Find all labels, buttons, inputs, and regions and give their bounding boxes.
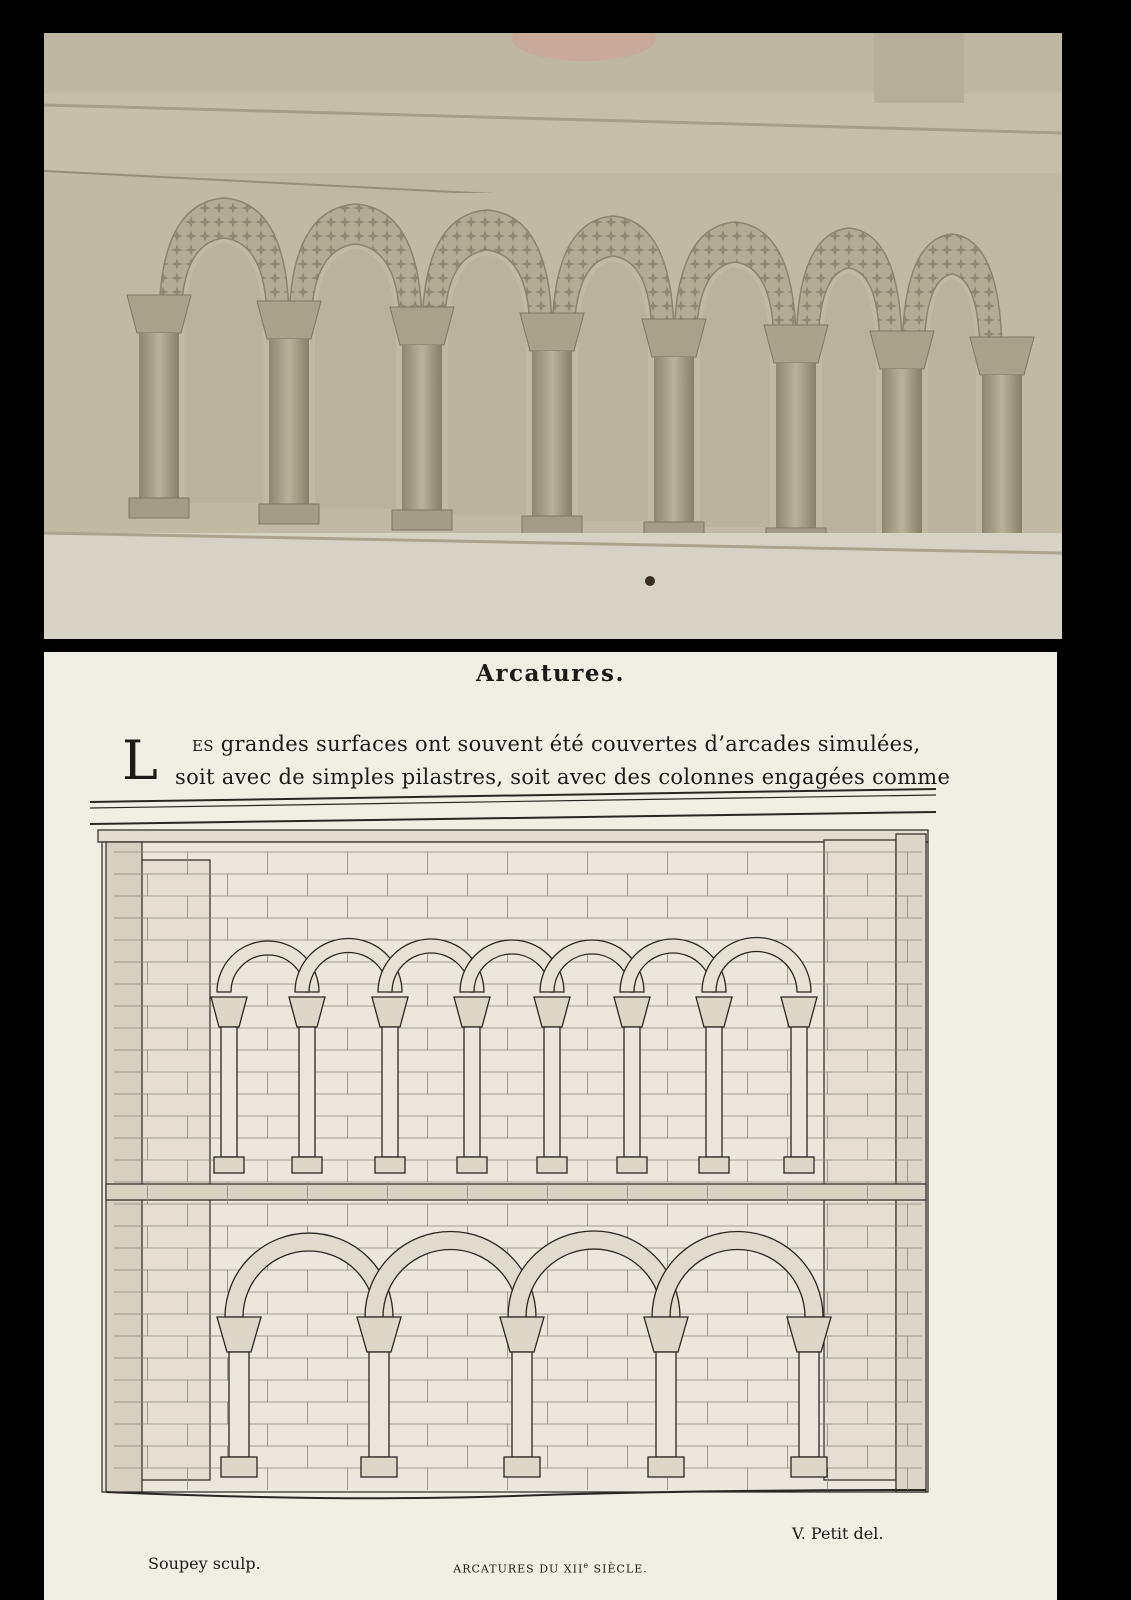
body-text-line-1-rest: grandes surfaces ont souvent été couvertes d’arcades simulées, [213,732,921,756]
lower-column-base [648,1457,684,1477]
lower-column [656,1352,676,1457]
upper-column-base [214,1157,244,1173]
photo-arch-recess [448,255,526,515]
lower-column [369,1352,389,1457]
upper-column-base [699,1157,729,1173]
photo-column-base [259,504,319,524]
upper-column [221,1027,237,1157]
photo-arch-recess [700,267,770,527]
upper-column-base [617,1157,647,1173]
photo-capital [642,319,706,357]
lower-column-base [361,1457,397,1477]
upper-column [299,1027,315,1157]
drop-cap: L [122,729,158,792]
figure-caption-sup: e [583,1561,590,1570]
photo-capital [764,325,828,363]
draftsman-credit: V. Petit del. [792,1524,884,1543]
photo-capital [127,295,191,333]
photo-arch-recess [928,279,976,539]
upper-column-base [537,1157,567,1173]
upper-column [791,1027,807,1157]
lower-column-base [791,1457,827,1477]
photo-capital [257,301,321,339]
photo-arch-recess [315,249,396,509]
arcade-photo-illustration [44,33,1062,639]
photo-capital [390,307,454,345]
upper-column [544,1027,560,1157]
small-caps-text: ES [192,737,214,755]
lower-column-base [504,1457,540,1477]
photo-column [402,345,442,515]
lower-column [799,1352,819,1457]
photo-column [139,333,179,503]
upper-column [624,1027,640,1157]
arcade-engraving [44,652,1057,1600]
photo-capital [970,337,1034,375]
page-title: Arcatures. [476,660,625,687]
lower-column [512,1352,532,1457]
figure-caption [44,1561,1057,1576]
upper-column [382,1027,398,1157]
figure-caption-pre: ARCATURES DU XII [453,1562,584,1576]
upper-column [706,1027,722,1157]
photo-column [776,363,816,533]
photo-capital [870,331,934,369]
arcade-photograph [44,33,1062,639]
photo-capital [520,313,584,351]
photo-column-base [392,510,452,530]
photo-arch-recess [185,243,263,503]
photo-column [532,351,572,521]
upper-column-base [292,1157,322,1173]
upper-column-base [457,1157,487,1173]
upper-column [464,1027,480,1157]
figure-caption-post: SIÈCLE. [589,1562,648,1576]
book-page [44,652,1057,1600]
photo-arch-recess [822,273,876,533]
photo-arch-recess [578,261,648,521]
photo-column [882,369,922,539]
body-text-line-2: soit avec de simples pilastres, soit avec des colonnes engagées comme [175,765,951,789]
photo-column [269,339,309,509]
upper-column-base [375,1157,405,1173]
upper-column-base [784,1157,814,1173]
photo-column [982,375,1022,545]
engraver-credit: Soupey sculp. [148,1554,261,1573]
photo-column [654,357,694,527]
photo-column-base [129,498,189,518]
lower-column [229,1352,249,1457]
lower-column-base [221,1457,257,1477]
